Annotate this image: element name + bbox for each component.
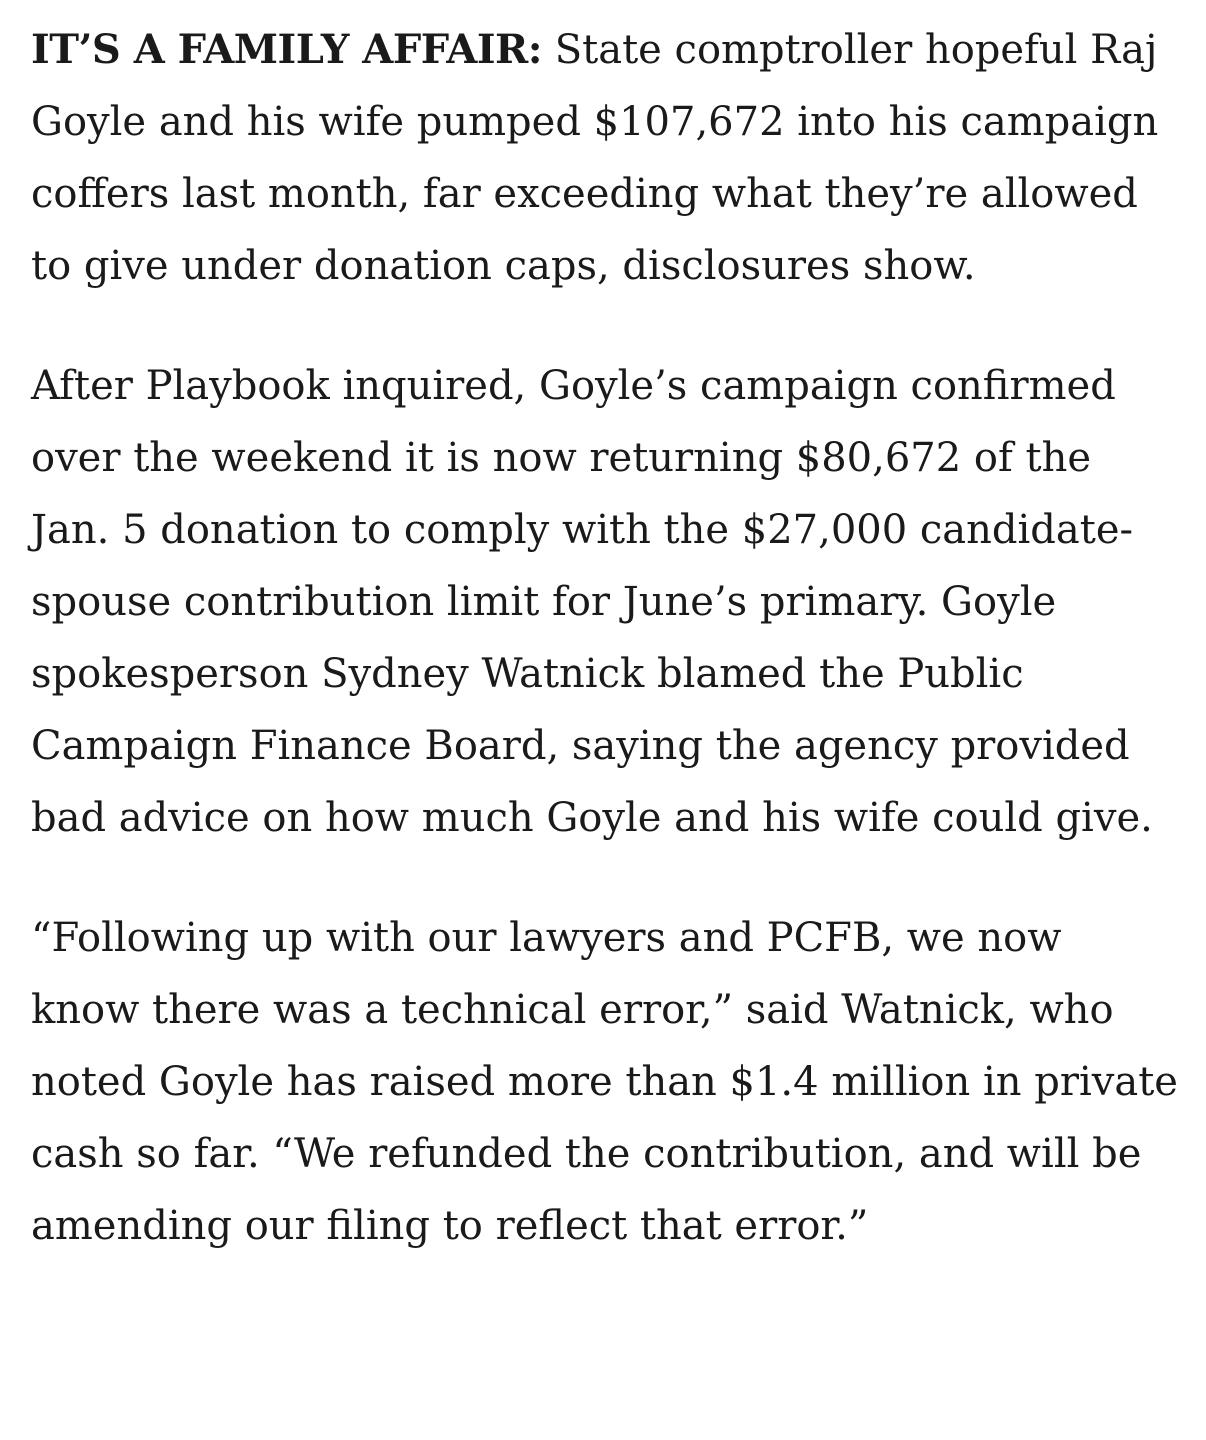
paragraph-1-text: State comptroller hopeful Raj Goyle and his wife pumped $107,672 into his campaign coffers last month, far exceeding what they’re allowed to give under donation caps, disclosures show. xyxy=(31,27,1159,289)
article-paragraph-3: “Following up with our lawyers and PCFB, we now know there was a technical error,” said Watnick, who noted Goyle has raised more than $1.4 million in private cash so far. “We refunded the contribution, and will be amending our filing to reflect that error.” xyxy=(31,915,1178,1249)
article-body xyxy=(31,14,1181,1262)
article-paragraph-2: After Playbook inquired, Goyle’s campaign confirmed over the weekend it is now returning $80,672 of the Jan. 5 donation to comply with the $27,000 candidate-spouse contribution limit for June’s primary. Goyle spokesperson Sydney Watnick blamed the Public Campaign Finance Board, saying the agency provided bad advice on how much Goyle and his wife could give. xyxy=(31,363,1153,841)
article-paragraph-1 xyxy=(31,14,1181,302)
section-lead-heading: IT’S A FAMILY AFFAIR: xyxy=(31,26,543,73)
